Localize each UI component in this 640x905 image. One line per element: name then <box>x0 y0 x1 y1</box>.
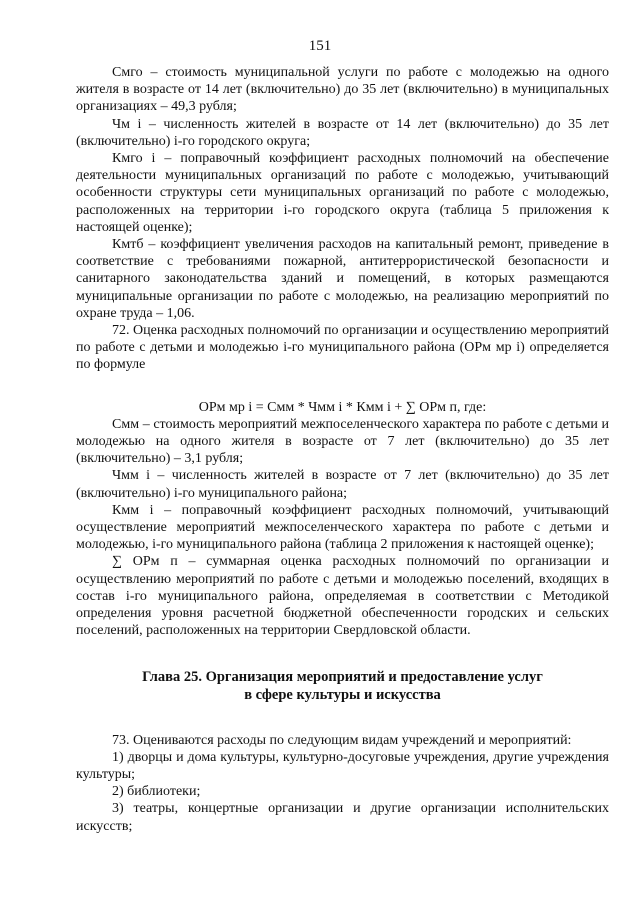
paragraph-73: 73. Оцениваются расходы по следующим видам учреждений и мероприятий: <box>112 732 572 748</box>
formula: ОРм мр i = Смм * Чмм i * Кмм i + ∑ ОРм п, где: <box>198 399 487 415</box>
document-body <box>76 64 609 835</box>
paragraph-72: 72. Оценка расходных полномочий по организации и осуществлению мероприятий по работе с детьми и молодежью i-го муниципального района (ОРм мр i) определяется по формуле <box>76 323 609 373</box>
paragraph-chmm: Чмм i – численность жителей в возрасте от 7 лет (включительно) до 35 лет (включительно) i-го муниципального района; <box>76 468 609 501</box>
list-item-3: 3) театры, концертные организации и другие организации исполнительских искусств; <box>76 801 609 834</box>
list-item-1: 1) дворцы и дома культуры, культурно-досуговые учреждения, другие учреждения культуры; <box>76 749 609 782</box>
paragraph-chm: Чм i – численность жителей в возрасте от 14 лет (включительно) до 35 лет (включительно) i-го городского округа; <box>76 116 609 149</box>
list-item-2: 2) библиотеки; <box>112 784 201 800</box>
paragraph-kmm: Кмм i – поправочный коэффициент расходных полномочий, учитывающий осуществление мероприятий межпоселенческого характера по работе с детьми и молодежью, i-го муниципального района (таблица 2 приложения к настоящей оценке); <box>76 502 609 553</box>
chapter-heading-line1: Глава 25. Организация мероприятий и предоставление услуг <box>142 668 543 685</box>
paragraph-kmtb: Кмтб – коэффициент увеличения расходов на капитальный ремонт, приведение в соответствие с требованиями пожарной, антитеррористической безопасности и санитарного законодательства зданий и помещений, в которых размещаются муниципальные организации по работе с молодежью, на реализацию мероприятий по охране труда – 1,06. <box>76 237 609 321</box>
chapter-heading-line2: в сфере культуры и искусства <box>244 686 441 703</box>
paragraph-smgo: Смго – стоимость муниципальной услуги по работе с молодежью на одного жителя в возрасте от 14 лет (включительно) до 35 лет (включительно) в муниципальных организациях – 49,3 рубля; <box>76 65 609 115</box>
paragraph-smm: Смм – стоимость мероприятий межпоселенческого характера по работе с детьми и молодежью на одного жителя в возрасте от 7 лет (включительно) до 35 лет (включительно) – 3,1 рубля; <box>76 416 609 467</box>
paragraph-kmgo: Кмго i – поправочный коэффициент расходных полномочий на обеспечение деятельности муниципальных организаций по работе с молодежью, учитывающий особенности структуры сети муниципальных организаций по работе с молодежью, расположенных на территории i-го городского округа (таблица 5 приложения к настоящей оценке); <box>76 151 609 235</box>
page-number: 151 <box>308 38 332 54</box>
paragraph-sum-orm: ∑ ОРм п – суммарная оценка расходных полномочий по организации и осуществлению мероприятий по работе с детьми и молодежью поселений, входящих в состав i-го муниципального района, определяемая в соответствии с Методикой определения уровня расчетной бюджетной обеспеченности городских и сельских поселений, расположенных на территории Свердловской области. <box>76 554 609 639</box>
chapter-heading <box>76 668 609 704</box>
